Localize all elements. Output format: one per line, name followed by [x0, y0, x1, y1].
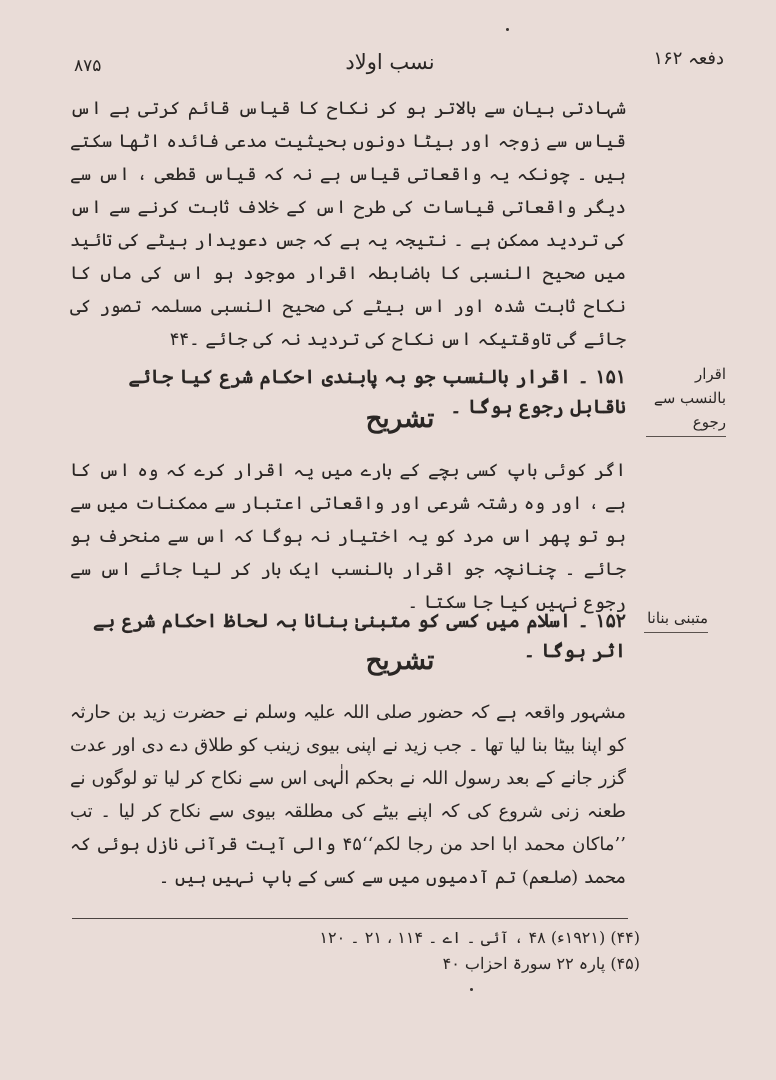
article-152: ۱۵۲ ۔ اسلام میں کسی کو متبنیٰ بنانا بہ لحاظ احکام شرع بے اثر ہوگا ۔ — [92, 610, 626, 662]
section-number: دفعہ ۱۶۲ — [653, 48, 724, 69]
footnote-44: (۴۴) (۱۹۲۱ء) ۴۸ ، آئی ۔ اے ۔ ۱۱۴ ، ۲۱ ۔ ۱۲۰ — [319, 928, 640, 947]
print-speck — [506, 28, 509, 31]
paragraph-2: اگر کوئی باپ کسی بچے کے بارے میں یہ اقرار کرے کہ وہ اس کا ہے ، اور وہ رشتہ شرعی اور واقعاتی اعتبار سے ممکنات میں سے ہو تو پھر اس مرد کو یہ اختیار نہ ہوگا کہ اس سے منحرف ہو جائے ۔ چنانچہ جو اقرار بالنسب ایک بار کر لیا جائے اس سے رجوع نہیں کیا جا سکتا ۔ — [70, 460, 626, 613]
footnote-45: (۴۵) پارہ ۲۲ سورۃ احزاب ۴۰ — [442, 954, 640, 973]
article-151: ۱۵۱ ۔ اقرار بالنسب جو بہ پابندی احکام شرع کیا جائے ناقابل رجوع ہوگا ۔ — [128, 366, 626, 418]
page-number: ۸۷۵ — [74, 56, 102, 76]
explanation-heading-2: تشریح — [365, 646, 435, 676]
page-header — [0, 46, 776, 76]
paragraph-3: مشہور واقعہ ہے کہ حضور صلی اللہ علیہ وسلم نے حضرت زید بن حارثہ کو اپنا بیٹا بنا لیا تھا ۔ جب زید نے اپنی بیوی زینب کو طلاق دے دی اور عدت گزر جانے کے بعد رسول اللہ نے بحکم الٰہی اس سے نکاح کر لیا تو لوگوں نے طعنہ زنی شروع کی کہ اپنے بیٹے کی مطلقہ بیوی سے نکاح کر لیا ۔ تب ’’ماکان محمد ابا احد من رجا لکم‘‘۴۵ والی آیت قرآنی نازل ہوئی کہ محمد (صلعم) تم آدمیوں میں سے کسی کے باپ نہیں ہیں ۔ — [70, 702, 626, 888]
running-title: نسب اولاد — [345, 50, 435, 74]
print-speck — [470, 988, 473, 991]
margin-note-152: متبنی بنانا — [644, 606, 708, 633]
explanation-heading-1: تشریح — [365, 404, 435, 434]
margin-note-151: اقرار بالنسب سے رجوع — [646, 362, 726, 437]
footnote-divider — [72, 918, 628, 919]
paragraph-1: شہادتی بیان سے بالاتر ہو کر نکاح کا قیاس قائم کرتی ہے اس قیاس سے زوجہ اور بیٹا دونوں بحیثیت مدعی فائدہ اٹھا سکتے ہیں ۔ چونکہ یہ واقعاتی قیاس ہے نہ کہ قیاس قطعی ، اس سے دیگر واقعاتی قیاسات کی طرح اس کے خلاف ثابت کرنے سے اس کی تردید ممکن ہے ۔ نتیجہ یہ ہے کہ جس دعویدار بیٹے کی تائید میں صحیح النسبی کا باضابطہ اقرار موجود ہو اس کی ماں کا نکاح ثابت شدہ اور اس بیٹے کی صحیح النسبی مسلمہ تصور کی جائے گی تاوقتیکہ اس نکاح کی تردید نہ کی جائے ۔۴۴ — [70, 98, 626, 350]
